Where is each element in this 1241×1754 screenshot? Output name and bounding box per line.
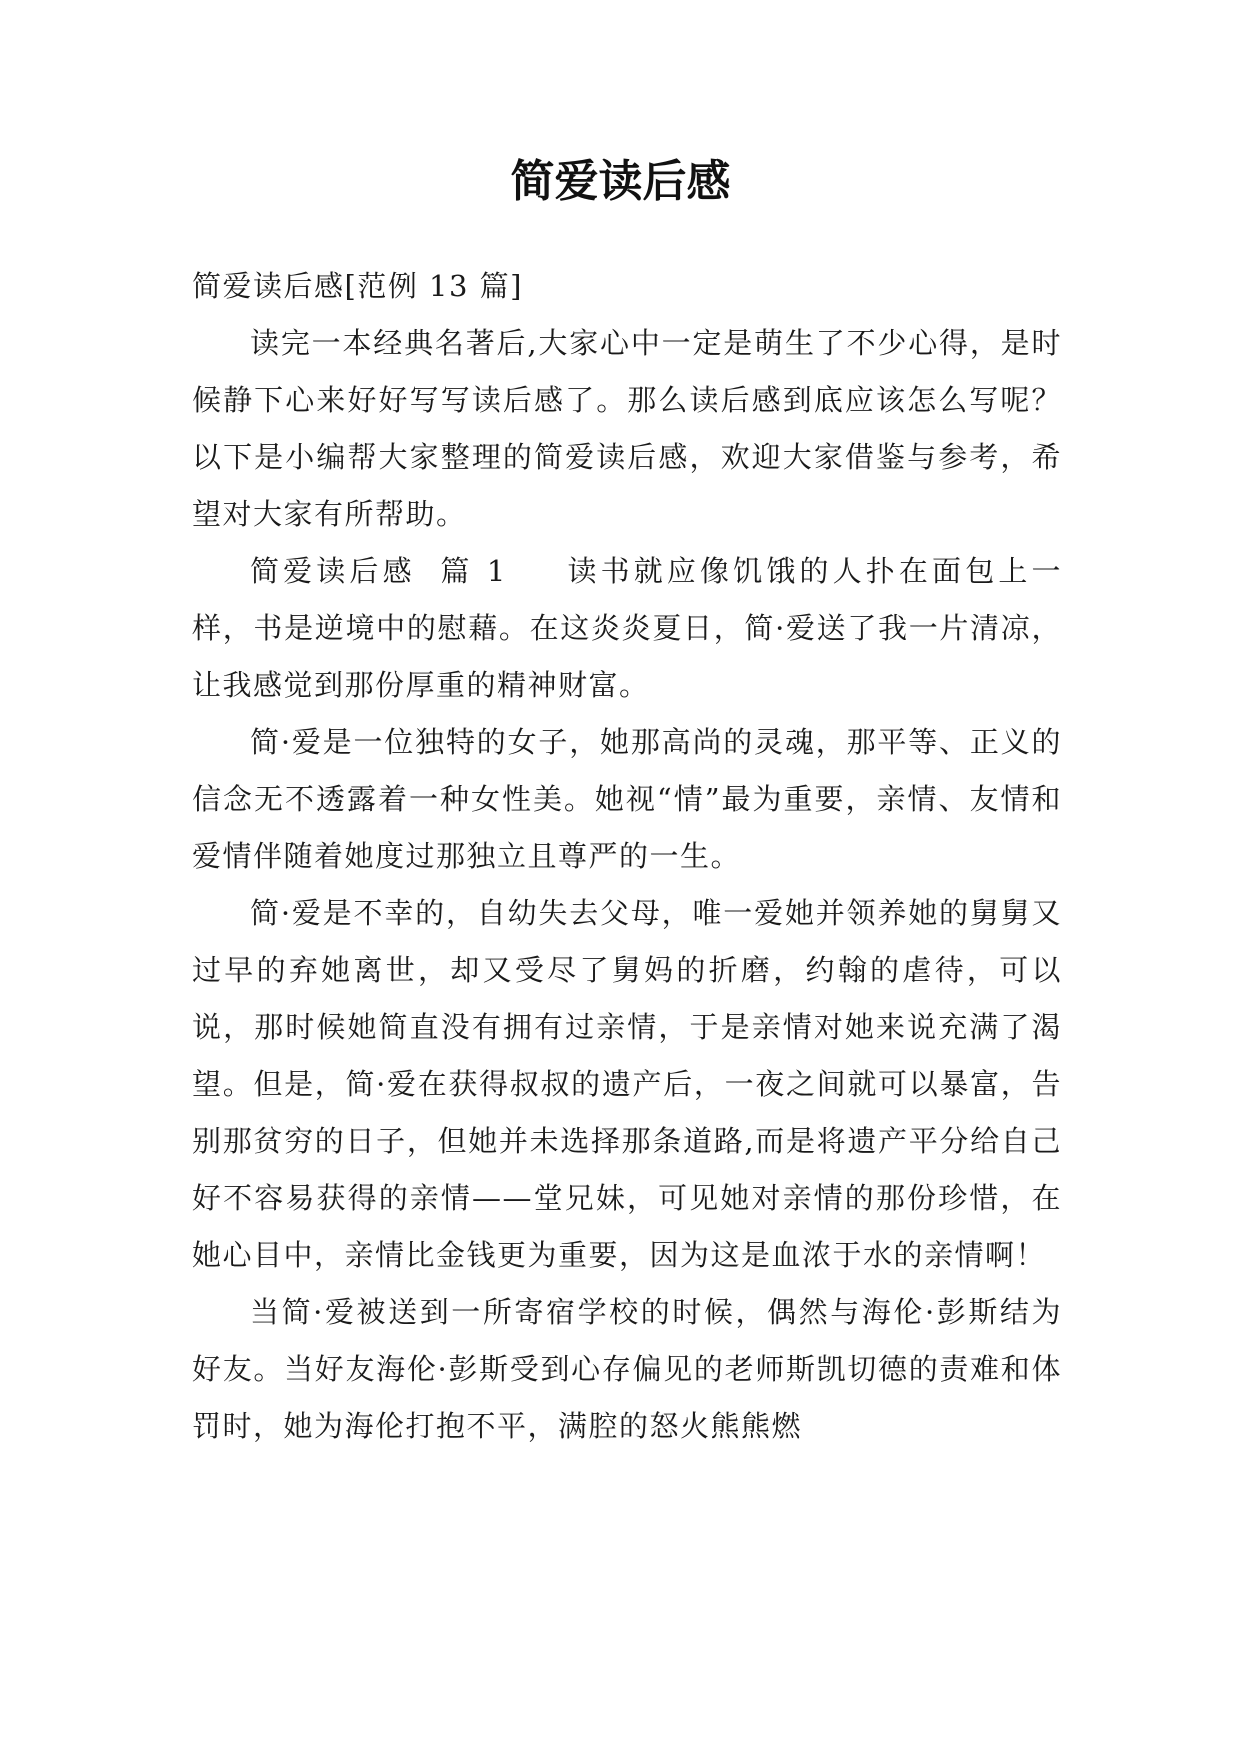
section-heading: 简爱读后感 <box>250 554 416 588</box>
intro-paragraph: 读完一本经典名著后,大家心中一定是萌生了不少心得，是时候静下心来好好写写读后感了。那么读后感到底应该怎么写呢？以下是小编帮大家整理的简爱读后感，欢迎大家借鉴与参考，希望对大家有所帮助。 <box>192 326 1062 531</box>
section-1-text: 读书就应像饥饿的人扑在面包上一样，书是逆境中的慰藉。在这炎炎夏日，简·爱送了我一片清凉，让我感觉到那份厚重的精神财富。 <box>192 554 1062 702</box>
document-subtitle: 简爱读后感[范例 13 篇] <box>192 269 523 303</box>
document-body <box>192 258 1062 1455</box>
body-paragraph: 当简·爱被送到一所寄宿学校的时候，偶然与海伦·彭斯结为好友。当好友海伦·彭斯受到心存偏见的老师斯凯切德的责难和体罚时，她为海伦打抱不平，满腔的怒火熊熊燃 <box>192 1295 1062 1443</box>
section-1-paragraph <box>192 543 1062 714</box>
section-number: 篇 1 <box>437 554 507 588</box>
body-paragraph: 简·爱是一位独特的女子，她那高尚的灵魂，那平等、正义的信念无不透露着一种女性美。她视“情”最为重要，亲情、友情和爱情伴随着她度过那独立且尊严的一生。 <box>192 725 1062 873</box>
document-title: 简爱读后感 <box>510 156 731 207</box>
body-paragraph: 简·爱是不幸的，自幼失去父母，唯一爱她并领养她的舅舅又过早的弃她离世，却又受尽了舅妈的折磨，约翰的虐待，可以说，那时候她简直没有拥有过亲情，于是亲情对她来说充满了渴望。但是，简·爱在获得叔叔的遗产后，一夜之间就可以暴富，告别那贫穷的日子，但她并未选择那条道路,而是将遗产平分给自己好不容易获得的亲情——堂兄妹，可见她对亲情的那份珍惜，在她心目中，亲情比金钱更为重要，因为这是血浓于水的亲情啊！ <box>192 896 1062 1272</box>
